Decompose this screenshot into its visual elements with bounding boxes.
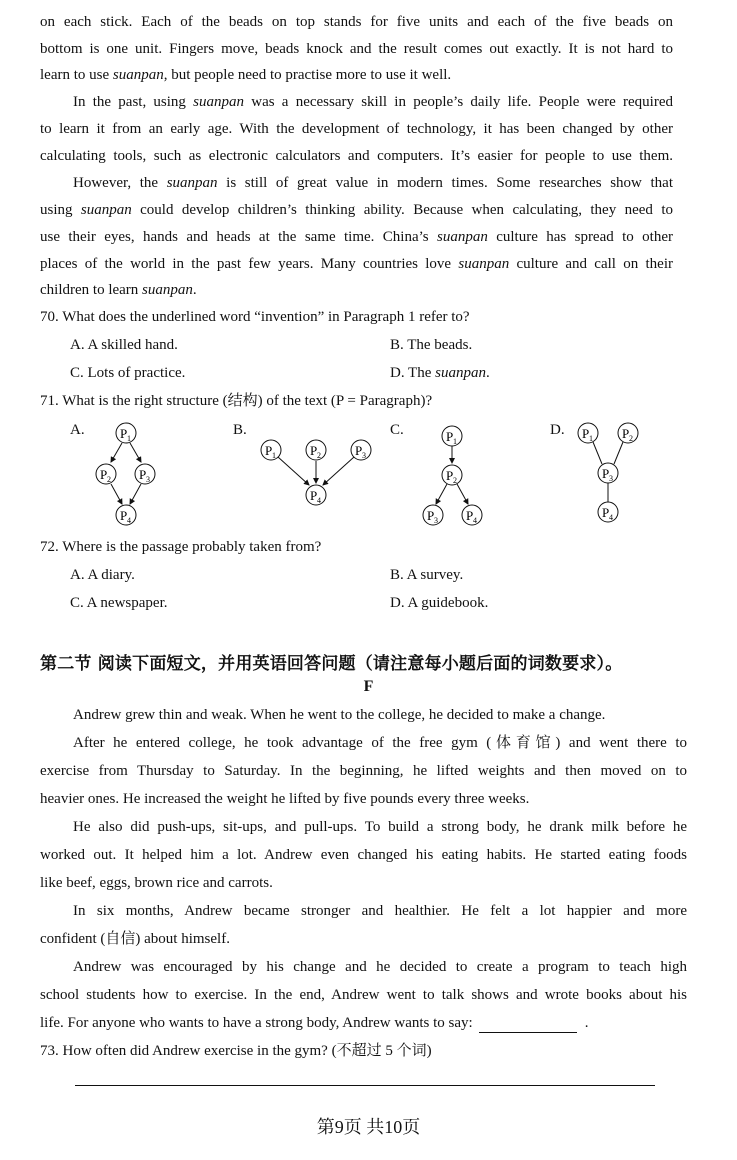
node-p2 [96,464,116,484]
node-p2 [618,423,638,443]
node-index: 1 [453,437,457,446]
page-number: 第9页 共10页 [316,1117,421,1137]
node-index: 2 [629,434,633,443]
passage-f-line: Andrew was encouraged by his change and he decided to create a program to teach high [73,959,687,975]
node-index: 1 [127,434,131,443]
passage-e-line: calculating tools, such as electronic calculators and computers. It’s easier for people to use them. [40,148,673,164]
node-index: 4 [609,513,613,522]
node-index: 4 [473,516,477,525]
passage-f-line: like beef, eggs, brown rice and carrots. [40,875,273,891]
node-p4 [306,485,326,505]
passage-e-line: using suanpan could develop children’s thinking ability. Because when calculating, they need to [40,202,673,218]
section-2-title: 第二节 阅读下面短文，并用英语回答问题（请注意每小题后面的词数要求）。 [40,654,623,674]
structure-diagram-c [417,422,492,530]
node-p2 [306,440,326,460]
passage-e-line: In the past, using suanpan was a necessary skill in people’s daily life. People were required [73,94,674,110]
q72-option-c: C. A newspaper. [70,595,168,611]
fill-in-blank[interactable] [479,1018,577,1033]
passage-e-line: to learn it from an early age. With the development of technology, it has been changed by other [40,121,673,137]
node-letter: P [139,467,147,482]
node-index: 4 [317,496,321,505]
node-p1 [261,440,281,460]
node-p1 [442,426,462,446]
passage-e-line: places of the world in the past few years. Many countries love suanpan culture and call on their [40,256,673,272]
node-p3 [351,440,371,460]
passage-f-line: Andrew grew thin and weak. When he went to the college, he decided to make a change. [73,707,606,723]
node-p1 [578,423,598,443]
structure-diagram-d [573,420,643,526]
node-index: 1 [589,434,593,443]
node-p3 [423,505,443,525]
passage-e-line: learn to use suanpan, but people need to practise more to use it well. [40,67,452,83]
q70-option-d: D. The suanpan. [390,365,490,381]
passage-e-line: children to learn suanpan. [40,282,197,298]
passage-f-line: In six months, Andrew became stronger and healthier. He felt a lot happier and more [73,903,687,919]
passage-e-line: use their eyes, hands and heads at the same time. China’s suanpan culture has spread to other [40,229,673,245]
passage-f-line: heavier ones. He increased the weight he lifted by five pounds every three weeks. [40,791,530,807]
node-letter: P [427,508,435,523]
node-letter: P [355,443,363,458]
node-index: 2 [453,476,457,485]
node-letter: P [120,508,128,523]
passage-e-line: bottom is one unit. Fingers move, beads knock and the result comes out exactly. It is not hard to [40,41,673,57]
structure-diagram-a [80,418,170,530]
node-letter: P [446,429,454,444]
node-p4 [598,502,618,522]
q72-option-a: A. A diary. [70,567,135,583]
node-index: 1 [272,451,276,460]
passage-f-last-line [40,1013,588,1033]
passage-letter-f: F [363,678,374,695]
passage-e-line: on each stick. Each of the beads on top stands for five units and each of the five beads on [40,14,673,30]
passage-f-line: confident (自信) about himself. [40,931,230,947]
node-letter: P [310,488,318,503]
question-72-stem: 72. Where is the passage probably taken from? [40,539,322,555]
passage-f-line-end: . [584,1015,589,1031]
node-p4 [116,505,136,525]
node-letter: P [265,443,273,458]
node-index: 2 [317,451,321,460]
passage-f-line: After he entered college, he took advantage of the free gym (体育馆) and went there to [73,735,687,751]
node-index: 3 [434,516,438,525]
node-index: 3 [362,451,366,460]
q70-option-c: C. Lots of practice. [70,365,186,381]
node-p3 [598,463,618,483]
structure-diagram-b [255,434,380,510]
node-index: 2 [107,475,111,484]
question-70-stem: 70. What does the underlined word “invention” in Paragraph 1 refer to? [40,309,470,325]
q70-option-a: A. A skilled hand. [70,337,178,353]
node-letter: P [602,466,610,481]
node-index: 4 [127,516,131,525]
q72-option-b: B. A survey. [390,567,464,583]
passage-f-line: He also did push-ups, sit-ups, and pull-ups. To build a strong body, he drank milk before he [73,819,687,835]
node-letter: P [602,505,610,520]
q71-option-a: A. [70,422,85,438]
q71-option-b: B. [233,422,247,438]
question-71-stem: 71. What is the right structure (结构) of the text (P = Paragraph)? [40,393,433,409]
question-73-stem: 73. How often did Andrew exercise in the gym? (不超过 5 个词) [40,1043,432,1059]
node-letter: P [120,426,128,441]
passage-f-line: school students how to exercise. In the end, Andrew went to talk shows and wrote books about his [40,987,687,1003]
node-p3 [135,464,155,484]
passage-f-line: worked out. It helped him a lot. Andrew even changed his eating habits. He started eating foods [40,847,687,863]
node-letter: P [622,426,630,441]
q70-option-b: B. The beads. [390,337,473,353]
node-letter: P [466,508,474,523]
node-letter: P [100,467,108,482]
node-p2 [442,465,462,485]
q72-option-d: D. A guidebook. [390,595,489,611]
passage-f-line: life. For anyone who wants to have a strong body, Andrew wants to say: [40,1015,473,1031]
node-index: 3 [609,474,613,483]
node-letter: P [446,468,454,483]
node-index: 3 [146,475,150,484]
answer-line[interactable] [75,1085,655,1086]
node-p1 [116,423,136,443]
node-letter: P [310,443,318,458]
node-p4 [462,505,482,525]
q71-option-c: C. [390,422,404,438]
passage-e-line: However, the suanpan is still of great value in modern times. Some researches show that [73,175,673,191]
passage-f-line: exercise from Thursday to Saturday. In the beginning, he lifted weights and then moved on to [40,763,687,779]
q71-option-d: D. [550,422,565,438]
node-letter: P [582,426,590,441]
